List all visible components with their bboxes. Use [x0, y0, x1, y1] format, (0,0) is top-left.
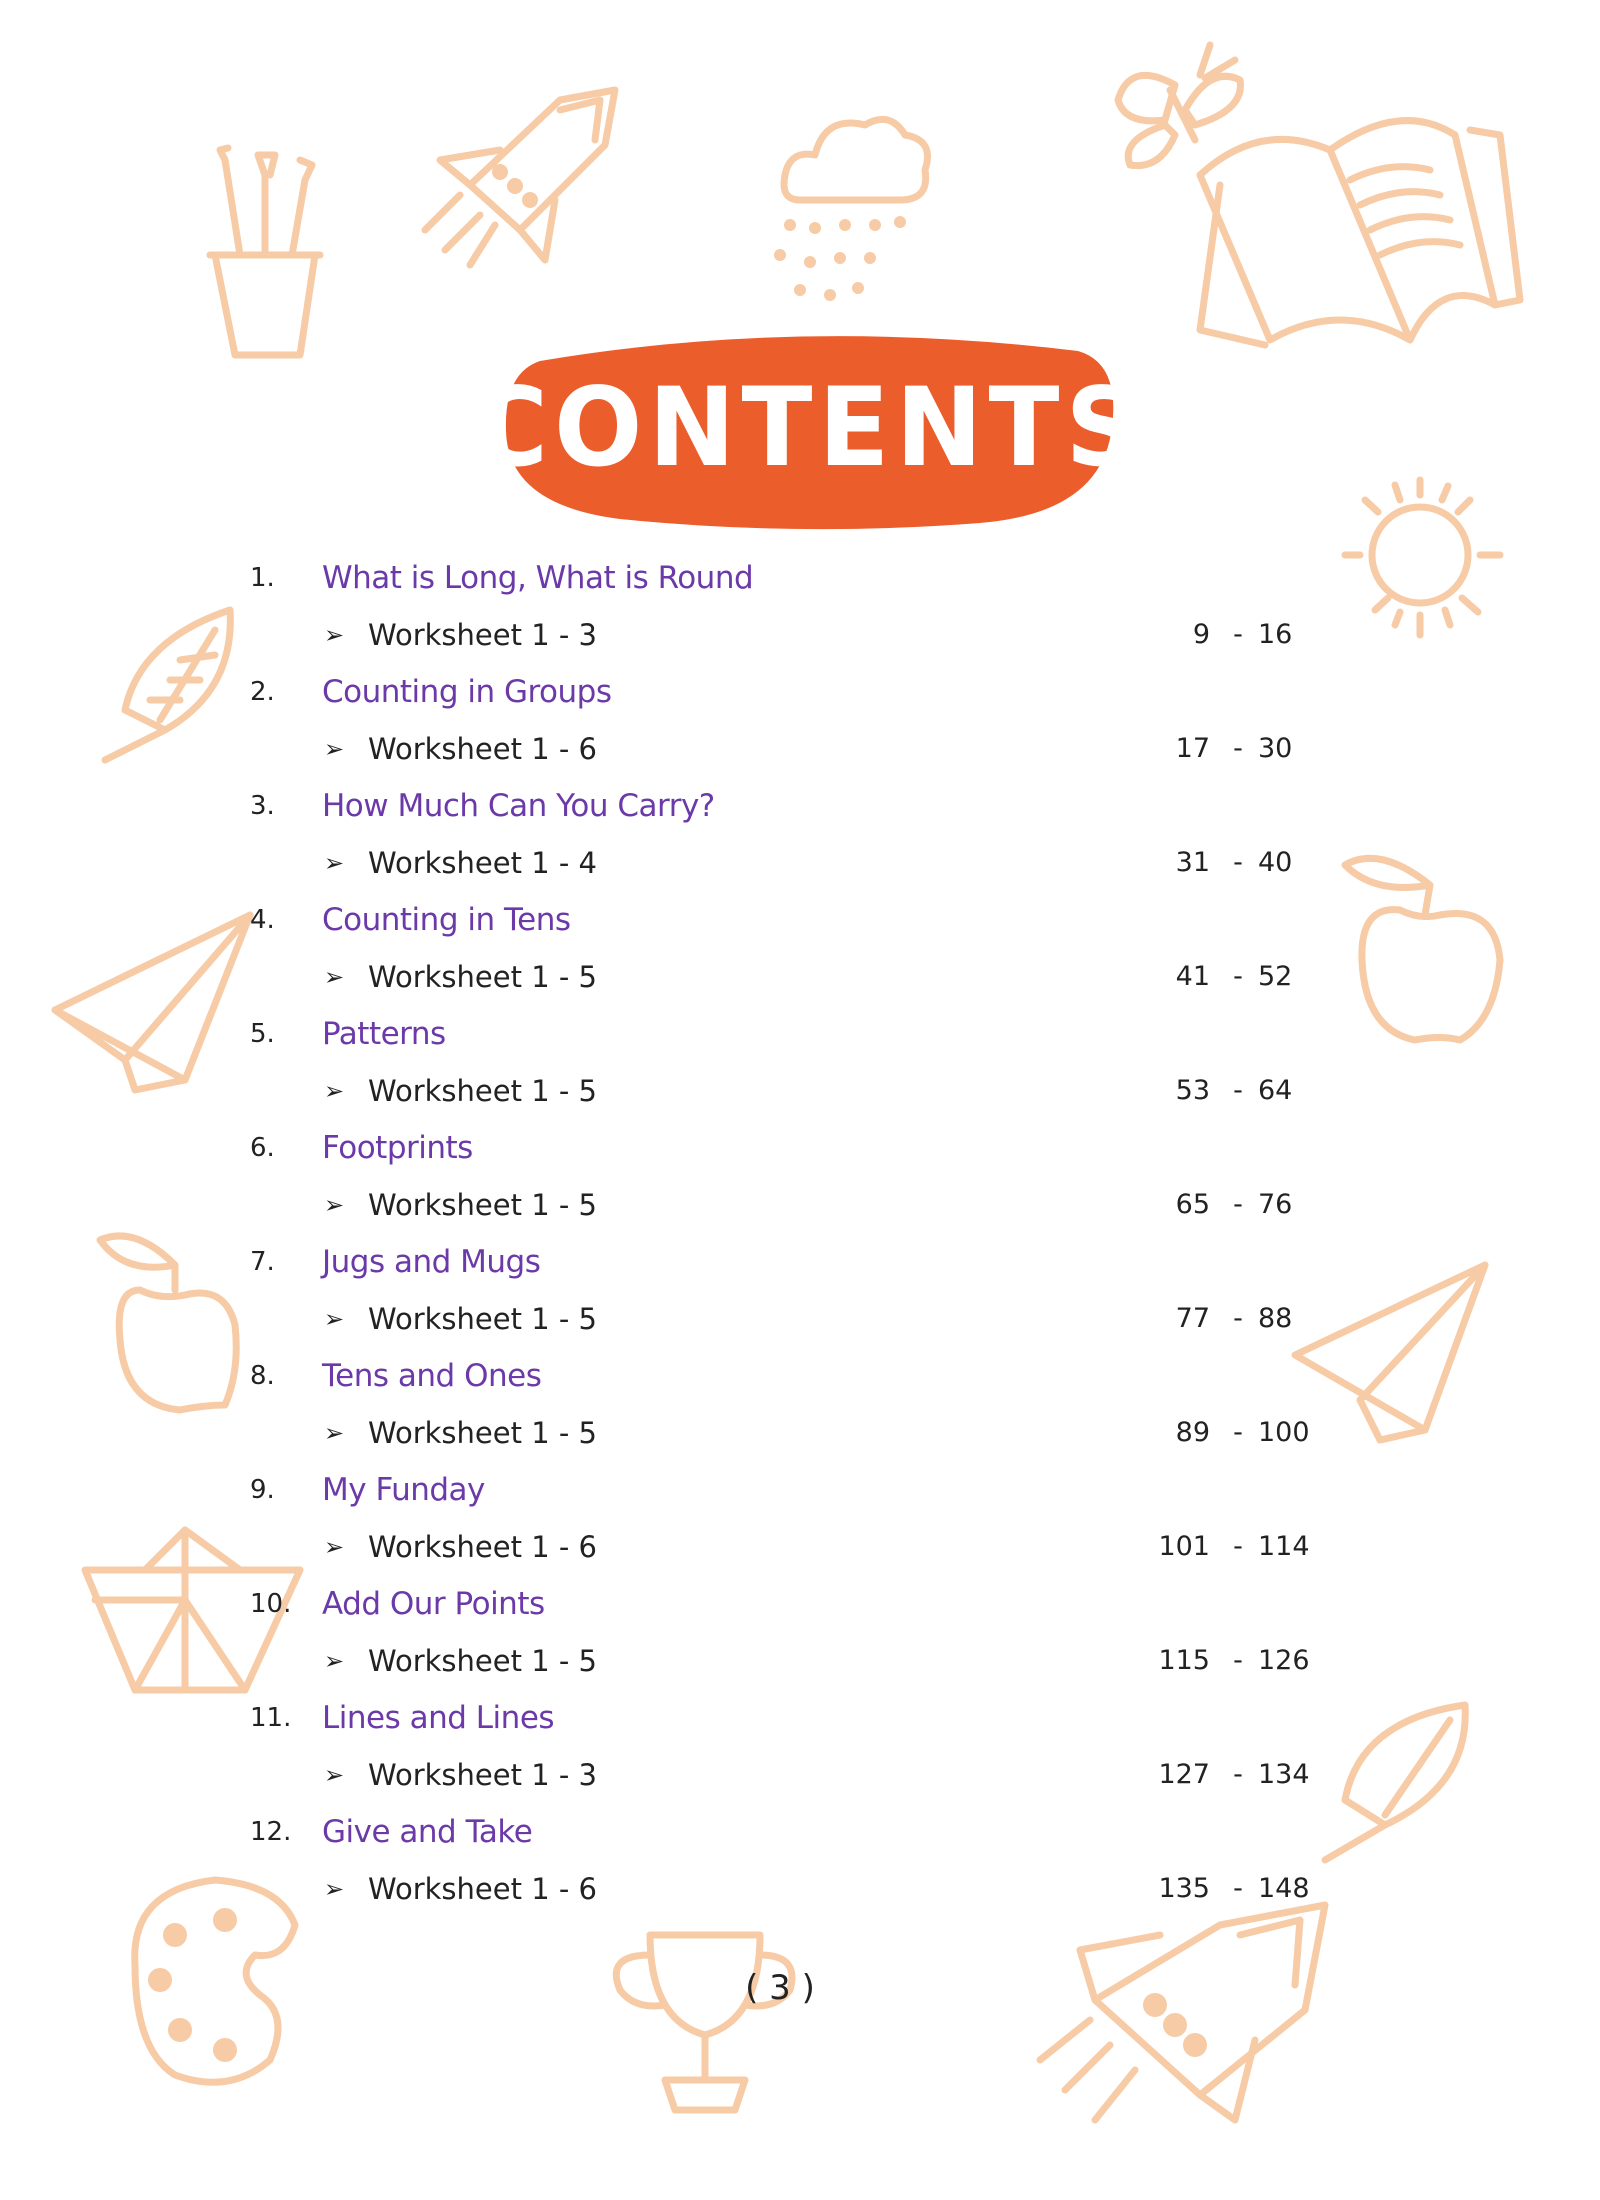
- page-range-separator: -: [1233, 733, 1243, 764]
- arrow-bullet-icon: ➢: [324, 1533, 345, 1561]
- page-range-start: 89: [1175, 1417, 1210, 1448]
- chapter-number: 5.: [250, 1019, 275, 1049]
- chapter-title: Tens and Ones: [322, 1358, 542, 1394]
- page-title: CONTENTS: [471, 362, 1147, 492]
- page-range-start: 9: [1192, 619, 1210, 650]
- arrow-bullet-icon: ➢: [324, 1647, 345, 1675]
- chapter-number: 4.: [250, 905, 275, 935]
- worksheet-label: Worksheet 1 - 5: [368, 960, 597, 994]
- worksheet-label: Worksheet 1 - 5: [368, 1416, 597, 1450]
- page-range-separator: -: [1233, 1531, 1243, 1562]
- rocket-icon: [1040, 1905, 1325, 2120]
- paper-plane-icon: [1295, 1265, 1485, 1440]
- chapter-title: My Funday: [322, 1472, 485, 1508]
- page-range-start: 65: [1175, 1189, 1210, 1220]
- leaf-icon: [105, 610, 230, 760]
- chapter-title: Add Our Points: [322, 1586, 545, 1622]
- arrow-bullet-icon: ➢: [324, 849, 345, 877]
- page-range-separator: -: [1233, 847, 1243, 878]
- page-range-start: 135: [1158, 1873, 1210, 1904]
- chapter-title: What is Long, What is Round: [322, 560, 754, 596]
- worksheet-label: Worksheet 1 - 5: [368, 1188, 597, 1222]
- chapter-number: 3.: [250, 791, 275, 821]
- apple-icon: [1345, 858, 1500, 1040]
- arrow-bullet-icon: ➢: [324, 963, 345, 991]
- pencil-cup-icon: [210, 148, 320, 355]
- chapter-number: 8.: [250, 1361, 275, 1391]
- worksheet-label: Worksheet 1 - 4: [368, 846, 597, 880]
- worksheet-label: Worksheet 1 - 3: [368, 618, 597, 652]
- arrow-bullet-icon: ➢: [324, 1305, 345, 1333]
- worksheet-label: Worksheet 1 - 6: [368, 1530, 597, 1564]
- chapter-number: 6.: [250, 1133, 275, 1163]
- page-range-separator: -: [1233, 1075, 1243, 1106]
- page-range-start: 31: [1175, 847, 1210, 878]
- page-range-start: 53: [1175, 1075, 1210, 1106]
- palette-icon: [135, 1880, 295, 2082]
- trophy-icon: [616, 1935, 792, 2110]
- page-range-end: 40: [1258, 847, 1293, 878]
- page-range-end: 100: [1258, 1417, 1310, 1448]
- page-range-end: 64: [1258, 1075, 1293, 1106]
- chapter-number: 12.: [250, 1817, 292, 1847]
- open-book-icon: [1200, 121, 1520, 345]
- page-range-start: 127: [1158, 1759, 1210, 1790]
- page-range-start: 115: [1158, 1645, 1210, 1676]
- page-range-end: 88: [1258, 1303, 1293, 1334]
- arrow-bullet-icon: ➢: [324, 1077, 345, 1105]
- cloud-rain-icon: [774, 119, 928, 301]
- page-range-separator: -: [1233, 961, 1243, 992]
- chapter-title: Counting in Tens: [322, 902, 571, 938]
- paper-plane-icon: [55, 915, 250, 1090]
- page-range-end: 126: [1258, 1645, 1310, 1676]
- page-range-separator: -: [1233, 1189, 1243, 1220]
- chapter-number: 10.: [250, 1589, 292, 1619]
- butterfly-icon: [1118, 45, 1240, 166]
- arrow-bullet-icon: ➢: [324, 1761, 345, 1789]
- page-range-end: 16: [1258, 619, 1293, 650]
- rocket-icon: [425, 90, 615, 265]
- chapter-title: Counting in Groups: [322, 674, 612, 710]
- page-range-separator: -: [1233, 1759, 1243, 1790]
- chapter-title: Jugs and Mugs: [322, 1244, 541, 1280]
- title-badge: [471, 323, 1147, 531]
- worksheet-label: Worksheet 1 - 5: [368, 1644, 597, 1678]
- page-range-separator: -: [1233, 1873, 1243, 1904]
- page-range-separator: -: [1233, 1417, 1243, 1448]
- arrow-bullet-icon: ➢: [324, 735, 345, 763]
- chapter-title: Give and Take: [322, 1814, 533, 1850]
- worksheet-label: Worksheet 1 - 6: [368, 732, 597, 766]
- chapter-number: 11.: [250, 1703, 292, 1733]
- page-range-separator: -: [1233, 1303, 1243, 1334]
- chapter-number: 7.: [250, 1247, 275, 1277]
- chapter-title: How Much Can You Carry?: [322, 788, 715, 824]
- worksheet-label: Worksheet 1 - 5: [368, 1302, 597, 1336]
- chapter-title: Lines and Lines: [322, 1700, 555, 1736]
- chapter-title: Patterns: [322, 1016, 446, 1052]
- arrow-bullet-icon: ➢: [324, 1419, 345, 1447]
- chapter-number: 2.: [250, 677, 275, 707]
- chapter-number: 9.: [250, 1475, 275, 1505]
- chapter-title: Footprints: [322, 1130, 473, 1166]
- page-range-end: 114: [1258, 1531, 1310, 1562]
- page-range-start: 101: [1158, 1531, 1210, 1562]
- page-range-end: 76: [1258, 1189, 1293, 1220]
- arrow-bullet-icon: ➢: [324, 1875, 345, 1903]
- worksheet-label: Worksheet 1 - 3: [368, 1758, 597, 1792]
- page-range-end: 30: [1258, 733, 1293, 764]
- page-range-separator: -: [1233, 1645, 1243, 1676]
- leaf-icon: [1325, 1705, 1465, 1860]
- apple-icon: [100, 1236, 236, 1410]
- page-range-start: 17: [1175, 733, 1210, 764]
- chapter-number: 1.: [250, 563, 275, 593]
- worksheet-label: Worksheet 1 - 5: [368, 1074, 597, 1108]
- page-number: ( 3 ): [745, 1968, 815, 2008]
- page-range-end: 134: [1258, 1759, 1310, 1790]
- arrow-bullet-icon: ➢: [324, 621, 345, 649]
- page-range-start: 41: [1175, 961, 1210, 992]
- page-range-end: 148: [1258, 1873, 1310, 1904]
- sun-icon: [1345, 480, 1500, 635]
- page-range-separator: -: [1233, 619, 1243, 650]
- arrow-bullet-icon: ➢: [324, 1191, 345, 1219]
- worksheet-label: Worksheet 1 - 6: [368, 1872, 597, 1906]
- page-range-end: 52: [1258, 961, 1293, 992]
- page-range-start: 77: [1175, 1303, 1210, 1334]
